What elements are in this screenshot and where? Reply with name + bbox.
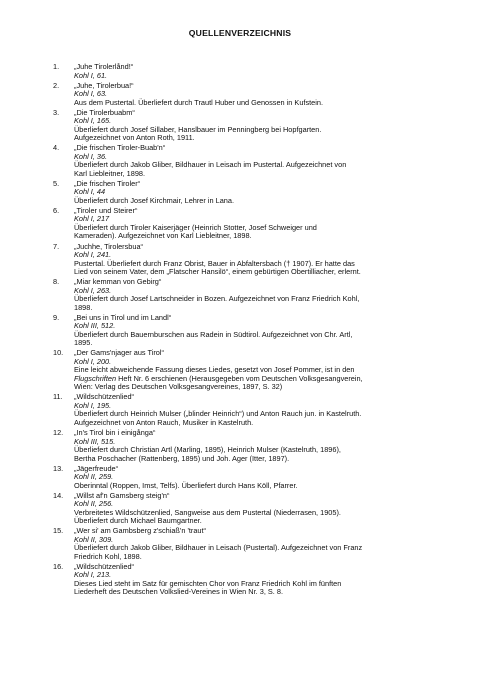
- list-item: [53, 180, 433, 206]
- list-item: [53, 349, 433, 392]
- source-note: Überliefert durch Jakob Gliber, Bildhauer in Leisach im Pustertal. Aufgezeichnet von: [74, 160, 347, 170]
- source-reference: Kohl I, 44: [74, 187, 106, 197]
- song-title: „Die frischen Tiroler“: [74, 178, 141, 188]
- entry-body: [74, 82, 433, 108]
- source-reference: Kohl I, 63.: [74, 89, 108, 99]
- source-reference: Kohl I, 213.: [74, 570, 112, 580]
- song-title: „Juhe Tirolerlånd!“: [74, 62, 134, 71]
- song-title: „Der Gams'njager aus Tirol“: [74, 348, 164, 358]
- entry-body: [74, 207, 433, 241]
- entry-number: 1.: [53, 62, 60, 71]
- source-reference: Kohl I, 165.: [74, 116, 112, 126]
- entry-number: 15.: [53, 526, 64, 536]
- song-title: „In's Tirol bin i einigånga“: [74, 428, 156, 438]
- entry-number: 14.: [53, 490, 64, 500]
- entry-number: 4.: [53, 143, 60, 153]
- source-note: Überliefert durch Josef Kirchmair, Lehrer in Lana.: [74, 195, 235, 205]
- list-item: [53, 563, 433, 597]
- entry-body: [74, 527, 433, 561]
- list-item: [53, 278, 433, 312]
- entry-number: 16.: [53, 561, 64, 571]
- entry-body: [74, 465, 433, 491]
- source-reference: Kohl I, 200.: [74, 356, 112, 366]
- song-title: „Wer si' am Gambsberg z'schiaß'n 'traut“: [74, 526, 206, 536]
- source-note: Aufgezeichnet von Anton Rauch, Musiker in Kastelruth.: [74, 417, 254, 427]
- source-note: 1895.: [74, 338, 93, 348]
- list-item: [53, 109, 433, 143]
- source-note: Pustertal. Überliefert durch Franz Obrist, Bauer in Abfaltersbach († 1907). Er hatte das: [74, 258, 355, 268]
- list-item: [53, 429, 433, 463]
- source-note: Eine leicht abweichende Fassung dieses Liedes, gesetzt von Josef Pommer, ist in den: [74, 365, 355, 375]
- source-reference: Kohl I, 61.: [74, 70, 108, 80]
- source-note: Aus dem Pustertal. Überliefert durch Trautl Huber und Genossen in Kufstein.: [74, 97, 323, 107]
- source-note: Überliefert durch Josef Lartschneider in Bozen. Aufgezeichnet von Franz Friedrich Kohl,: [74, 294, 360, 304]
- song-title: „Wildschützenlied“: [74, 392, 134, 402]
- source-note: Friedrich Kohl, 1898.: [74, 551, 142, 561]
- entry-body: [74, 314, 433, 348]
- list-item: [53, 82, 433, 108]
- source-note: Dieses Lied steht im Satz für gemischten Chor von Franz Friedrich Kohl im fünften: [74, 578, 342, 588]
- source-reference: Kohl I, 36.: [74, 151, 108, 161]
- source-note: Überliefert durch Bauernburschen aus Radein in Südtirol. Aufgezeichnet von Chr. Artl,: [74, 329, 353, 339]
- entry-body: [74, 492, 433, 526]
- source-note: Überliefert durch Tiroler Kaiserjäger (Heinrich Stotter, Josef Schweiger und: [74, 222, 317, 232]
- list-item: [53, 207, 433, 241]
- source-note: Flugschriften Heft Nr. 6 erschienen (Herausgegeben vom Deutschen Volksgesangverein,: [74, 373, 363, 383]
- song-title: „Die Tirolerbuabm“: [74, 107, 135, 117]
- list-item: [53, 527, 433, 561]
- list-item: [53, 63, 433, 80]
- entry-number: 12.: [53, 428, 64, 438]
- source-reference: Kohl II, 259.: [74, 472, 114, 482]
- entry-body: [74, 278, 433, 312]
- entry-body: [74, 563, 433, 597]
- entry-number: 9.: [53, 312, 60, 322]
- song-title: „Bei uns in Tirol und im Landl“: [74, 312, 172, 322]
- list-item: [53, 144, 433, 178]
- source-note: Überliefert durch Christian Artl (Marling, 1895), Heinrich Mulser (Kastelruth, 1896),: [74, 445, 341, 455]
- source-reference: Kohl II, 256.: [74, 499, 114, 509]
- entry-number: 8.: [53, 277, 60, 287]
- entry-body: [74, 243, 433, 277]
- entry-body: [74, 63, 433, 80]
- entry-body: [74, 109, 433, 143]
- source-note: 1898.: [74, 302, 93, 312]
- source-note: Kameraden). Aufgezeichnet von Karl Liebleitner, 1898.: [74, 231, 252, 241]
- entry-number: 6.: [53, 205, 60, 215]
- song-title: „Juhe, Tirolerbua!“: [74, 80, 134, 90]
- source-note: Oberinntal (Roppen, Imst, Telfs). Überliefert durch Hans Köll, Pfarrer.: [74, 480, 298, 490]
- source-note: Liederheft des Deutschen Volkslied-Vereines in Wien Nr. 3, S. 8.: [74, 587, 284, 597]
- entry-body: [74, 429, 433, 463]
- entry-body: [74, 393, 433, 427]
- list-item: [53, 393, 433, 427]
- source-note: Karl Liebleitner, 1898.: [74, 168, 146, 178]
- list-item: [53, 465, 433, 491]
- source-reference: Kohl I, 241.: [74, 250, 112, 260]
- entry-body: [74, 144, 433, 178]
- list-item: [53, 314, 433, 348]
- entry-number: 5.: [53, 178, 60, 188]
- source-note: Überliefert durch Heinrich Mulser („blinder Heinrich“) und Anton Rauch jun. in Kastelruth.: [74, 409, 362, 419]
- source-note: Verbreitetes Wildschützenlied, Sangweise aus dem Pustertal (Niederrasen, 1905).: [74, 507, 341, 517]
- entry-number: 11.: [53, 392, 63, 402]
- entry-number: 7.: [53, 241, 60, 251]
- source-note: Lied von seinem Vater, dem „Flatscher Hansilö“, einem gebürtigen Obertilliacher, erlernt.: [74, 267, 361, 277]
- entry-number: 10.: [53, 348, 64, 358]
- song-title: „Tiroler und Steirer“: [74, 205, 138, 215]
- source-reference: Kohl I, 263.: [74, 285, 112, 295]
- list-item: [53, 492, 433, 526]
- page-title: QUELLENVERZEICHNIS: [188, 28, 292, 38]
- source-note: Überliefert durch Michael Baumgartner.: [74, 516, 202, 526]
- source-reference: Kohl I, 195.: [74, 400, 112, 410]
- entry-number: 3.: [53, 107, 60, 117]
- source-reference: Kohl III, 515.: [74, 436, 116, 446]
- source-note: Wien: Verlag des Deutschen Volksgesangvereines, 1897, S. 32): [74, 382, 283, 392]
- source-note: Bertha Poschacher (Rattenberg, 1895) und Joh. Ager (Itter, 1897).: [74, 453, 290, 463]
- entry-number: 13.: [53, 463, 64, 473]
- entry-body: [74, 349, 433, 392]
- entry-body: [74, 180, 433, 206]
- song-title: „Willst af'n Gamsberg steig'n“: [74, 490, 170, 500]
- source-note: Überliefert durch Jakob Gliber, Bildhauer in Leisach (Pustertal). Aufgezeichnet von Franz: [74, 543, 363, 553]
- source-note: Überliefert durch Josef Sillaber, Hanslbauer im Penningberg bei Hopfgarten.: [74, 124, 322, 134]
- source-reference: Kohl I, 217: [74, 214, 110, 224]
- source-reference: Kohl III, 512.: [74, 321, 116, 331]
- source-reference: Kohl II, 309.: [74, 534, 114, 544]
- source-list: [53, 63, 433, 599]
- song-title: „Juchhe, Tirolersbua“: [74, 241, 143, 251]
- entry-number: 2.: [53, 80, 60, 90]
- song-title: „Jägerfreude“: [74, 463, 119, 473]
- song-title: „Wildschützenlied“: [74, 561, 134, 571]
- source-note: Aufgezeichnet von Anton Roth, 1911.: [74, 133, 195, 143]
- song-title: „Miar kemman von Gebirg“: [74, 277, 162, 287]
- list-item: [53, 243, 433, 277]
- song-title: „Die frischen Tiroler-Buab'n“: [74, 143, 166, 153]
